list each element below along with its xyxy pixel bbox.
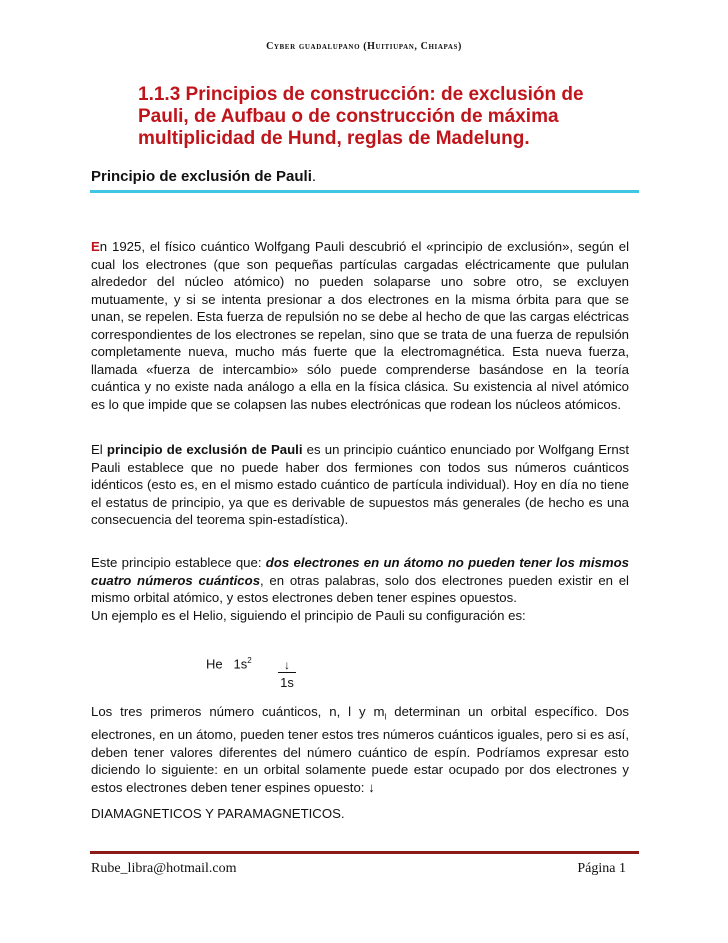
paragraph-4 bbox=[91, 703, 629, 796]
helium-configuration bbox=[206, 656, 294, 690]
element-symbol: He bbox=[206, 656, 223, 672]
paragraph-1-text: n 1925, el físico cuántico Wolfgang Pauli descubrió el «principio de exclusión», según el cual los electrones (que son pequeñas partículas cargadas eléctricamente que pululan alrededor del núcleo atómico) no pueden solaparse uno sobre otro, se excluyen mutuamente, y si se intenta presionar a dos electrones en la misma órbita para que se unan, se repelen. Esta fuerza de repulsión no se debe al hecho de que las cargas eléctricas correspondientes de los electrones se repelan, sino que se trata de una fuerza de repulsión completamente nueva, mucho más fuerte que la electromagnética. Esta nueva fuerza, llamada «fuerza de intercambio» sólo puede comprenderse basándose en la teoría cuántica y no existe nada análogo a ella en la física clásica. Su existencia al nivel atómico es lo que impide que se colapsen las nubes electrónicas que rodean los núcleos atómicos. bbox=[91, 239, 629, 412]
subsection-heading-text: Principio de exclusión de Pauli bbox=[91, 168, 312, 185]
paragraph-3-bold: dos electrones en un átomo no pueden tener los mismos cuatro números cuánticos bbox=[91, 555, 629, 588]
heading-divider bbox=[90, 190, 639, 193]
paragraph-3-start: Este principio establece que: bbox=[91, 555, 266, 570]
paragraph-5: DIAMAGNETICOS Y PARAMAGNETICOS. bbox=[91, 806, 345, 821]
paragraph-2 bbox=[91, 441, 629, 529]
paragraph-3-text: , en otras palabras, solo dos electrones pueden existir en el mismo orbital atómico, y estos electrones deben tener espines opuestos. bbox=[91, 572, 629, 605]
paragraph-3-line2: Un ejemplo es el Helio, siguiendo el principio de Pauli su configuración es: bbox=[91, 607, 526, 623]
config-superscript: 2 bbox=[247, 656, 252, 665]
paragraph-2-bold: principio de exclusión de Pauli bbox=[106, 442, 303, 457]
section-title: 1.1.3 Principios de construcción: de exclusión de Pauli, de Aufbau o de construcción de máxima multiplicidad de Hund, reglas de Madelung. bbox=[138, 84, 584, 149]
footer-email: Rube_libra@hotmail.com bbox=[91, 861, 237, 876]
paragraph-2-start: El bbox=[91, 442, 107, 457]
paragraph-2-text: es un principio cuántico enunciado por Wolfgang Ernst Pauli establece que no puede haber dos fermiones con todos sus números cuánticos idénticos (esto es, en el mismo estado cuántico de partícula individual). Hoy en día no tiene el estatus de principio, ya que es derivable de supuestos más generales (de hecho es una consecuencia del teorema spin-estadística). bbox=[91, 442, 629, 527]
page-header: Cyber guadalupano (Huitiupan, Chiapas) bbox=[266, 41, 462, 52]
drop-letter: E bbox=[91, 239, 100, 254]
subsection-heading-dot: . bbox=[311, 168, 317, 185]
orbital-arrow: ↓ bbox=[278, 658, 296, 673]
orbital-box bbox=[278, 658, 296, 690]
paragraph-4-sub: l bbox=[384, 712, 387, 722]
subsection-heading bbox=[91, 168, 316, 185]
paragraph-4-start: Los tres primeros número cuánticos, n, l y m bbox=[91, 704, 385, 719]
footer-divider bbox=[90, 851, 639, 854]
electron-config: 1s bbox=[233, 656, 248, 672]
paragraph-4-text: determinan un orbital específico. Dos electrones, en un átomo, pueden tener estos tres números cuánticos iguales, pero si es así, deben tener valores diferentes del número cuántico de espín. Podríamos expresar esto diciendo lo siguiente: en un orbital solamente puede estar ocupado por dos electrones y estos electrones deben tener espines opuesto: ↓ bbox=[91, 704, 630, 795]
paragraph-1 bbox=[91, 238, 629, 413]
orbital-label: 1s bbox=[280, 675, 294, 690]
paragraph-3 bbox=[91, 554, 629, 624]
footer-page-number: Página 1 bbox=[577, 861, 626, 876]
